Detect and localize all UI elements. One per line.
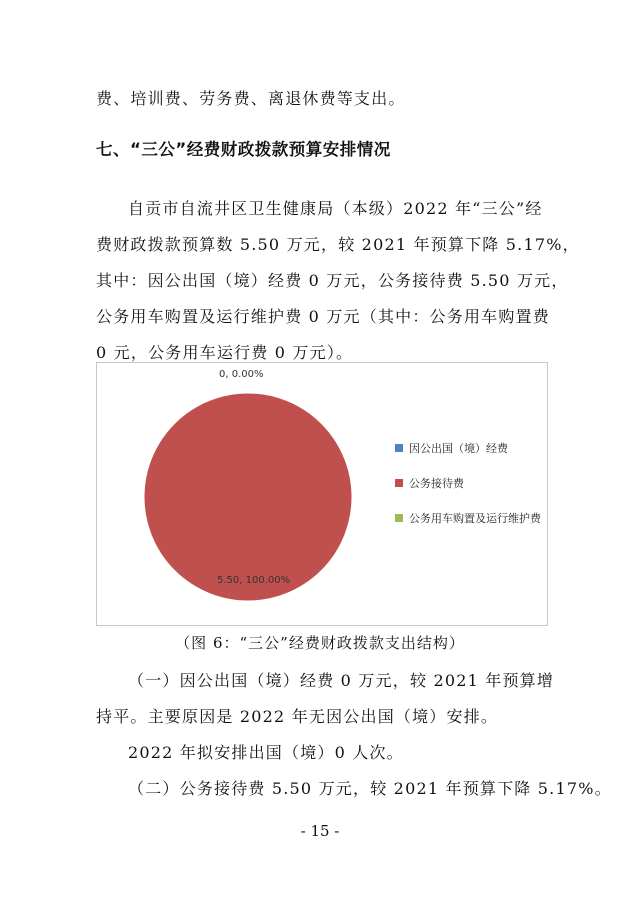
figure-caption: （图 6：“三公”经费财政拨款支出结构） <box>175 634 465 652</box>
paragraph-line: 持平。主要原因是 2022 年无因公出国（境）安排。 <box>96 707 499 726</box>
section-heading: 七、“三公”经费财政拨款预算安排情况 <box>96 140 391 159</box>
paragraph-line: 公务用车购置及运行维护费 0 万元（其中：公务用车购置费 <box>96 307 550 326</box>
chart-legend <box>395 441 545 546</box>
paragraph-line: 0 元，公务用车运行费 0 万元）。 <box>96 343 354 362</box>
legend-item-reception <box>395 476 545 491</box>
data-label-zero: 0, 0.00% <box>219 369 264 380</box>
legend-swatch-red <box>395 479 403 487</box>
page-number: - 15 - <box>300 822 340 840</box>
paragraph-line: （二）公务接待费 5.50 万元，较 2021 年预算下降 5.17%。 <box>128 779 612 798</box>
body-text-line: 费、培训费、劳务费、离退休费等支出。 <box>96 89 406 108</box>
paragraph-line: 2022 年拟安排出国（境）0 人次。 <box>128 743 404 762</box>
paragraph-line: （一）因公出国（境）经费 0 万元，较 2021 年预算增 <box>128 671 555 690</box>
pie-slice-1 <box>144 393 352 601</box>
legend-label: 因公出国（境）经费 <box>409 442 508 455</box>
legend-item-vehicles <box>395 511 545 526</box>
legend-item-overseas <box>395 441 545 456</box>
legend-label: 公务接待费 <box>409 477 464 490</box>
data-label-main: 5.50, 100.00% <box>217 575 291 586</box>
legend-swatch-blue <box>395 444 403 452</box>
legend-label: 公务用车购置及运行维护费 <box>409 512 541 525</box>
paragraph-line: 其中：因公出国（境）经费 0 万元，公务接待费 5.50 万元， <box>96 271 569 290</box>
paragraph-line: 费财政拨款预算数 5.50 万元，较 2021 年预算下降 5.17%， <box>96 235 580 254</box>
legend-swatch-green <box>395 514 403 522</box>
pie-chart <box>96 362 548 626</box>
paragraph-line: 自贡市自流井区卫生健康局（本级）2022 年“三公”经 <box>128 199 543 218</box>
